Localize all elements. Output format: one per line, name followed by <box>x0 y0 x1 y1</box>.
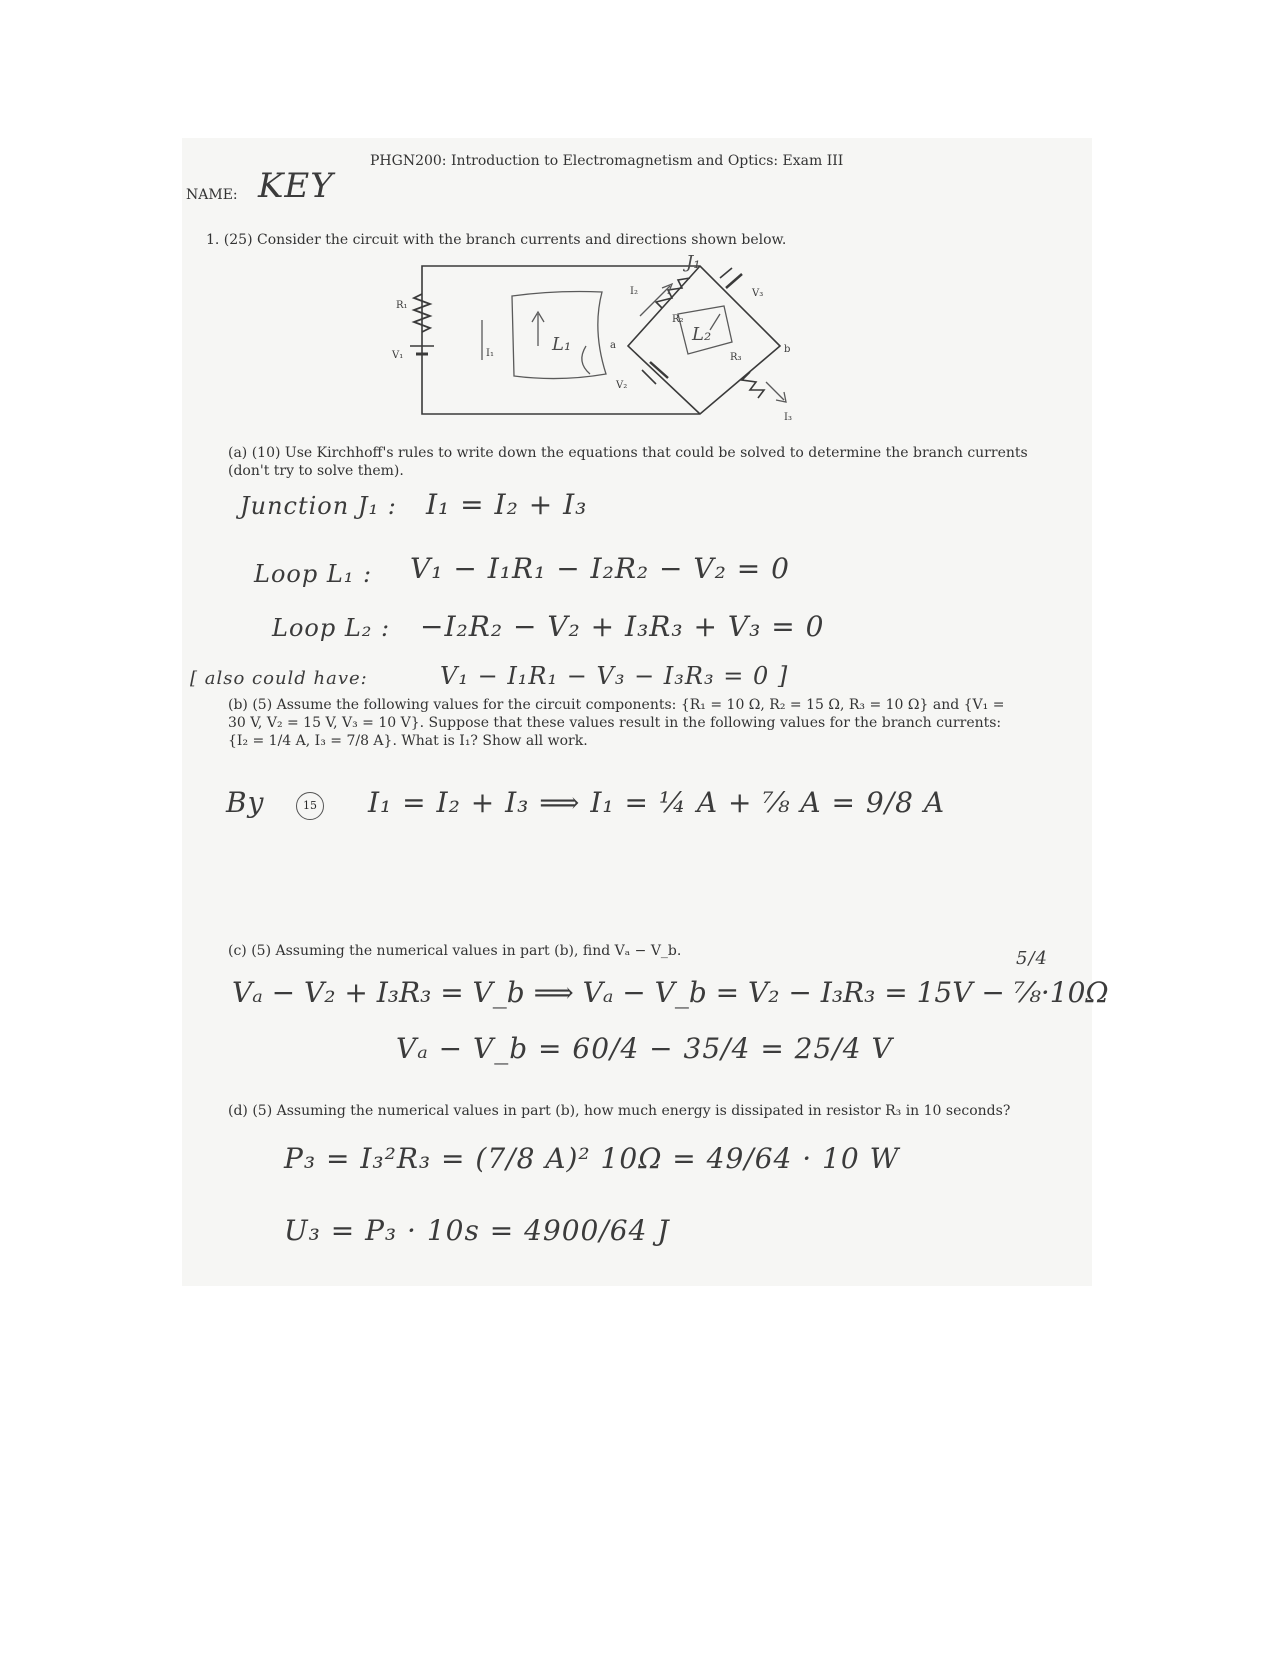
part-a-junction-label: Junction J₁ : <box>240 492 397 520</box>
circuit-label-loop2: L₂ <box>692 324 712 345</box>
circuit-label-r3: R₃ <box>730 352 742 363</box>
part-b-prompt-line-3: {I₂ = 1/4 A, I₃ = 7/8 A}. What is I₁? Show all work. <box>228 733 588 749</box>
circuit-label-node-b: b <box>784 344 791 355</box>
part-d-prompt: (d) (5) Assuming the numerical values in part (b), how much energy is dissipated in resistor R₃ in 10 seconds? <box>228 1103 1011 1119</box>
part-a-alt-label: [ also could have: <box>190 668 368 689</box>
part-b-prompt-line-2: 30 V, V₂ = 15 V, V₃ = 10 V}. Suppose that these values result in the following values for the branch currents: <box>228 715 1002 731</box>
circuit-label-junction: J₁ <box>686 252 701 273</box>
part-b-work: I₁ = I₂ + I₃ ⟹ I₁ = ¼ A + ⅞ A = 9/8 A <box>368 786 946 819</box>
circuit-label-i3: I₃ <box>784 412 792 423</box>
part-a-loop2-label: Loop L₂ : <box>272 614 391 642</box>
name-value: KEY <box>258 166 334 206</box>
circuit-label-v2: V₂ <box>616 380 628 391</box>
circuit-label-r2: R₂ <box>672 314 684 325</box>
part-b-ref-mark <box>296 792 324 820</box>
circuit-label-r1: R₁ <box>396 300 408 311</box>
problem-1-prompt: 1. (25) Consider the circuit with the branch currents and directions shown below. <box>206 232 787 248</box>
name-label: NAME: <box>186 187 238 203</box>
part-b-by-label: By <box>226 786 265 819</box>
part-a-loop1-eq: V₁ − I₁R₁ − I₂R₂ − V₂ = 0 <box>410 552 790 585</box>
part-d-work-line-2: U₃ = P₃ · 10s = 4900/64 J <box>284 1214 670 1247</box>
circuit-label-i2: I₂ <box>630 286 638 297</box>
circuit-diagram <box>380 250 820 430</box>
part-c-prompt: (c) (5) Assuming the numerical values in part (b), find Vₐ − V_b. <box>228 943 682 959</box>
part-d-work-line-1: P₃ = I₃²R₃ = (7/8 A)² 10Ω = 49/64 · 10 W <box>284 1142 900 1175</box>
circuit-label-v3: V₃ <box>752 288 764 299</box>
part-c-margin-note: 5/4 <box>1016 948 1048 969</box>
part-a-alt-eq: V₁ − I₁R₁ − V₃ − I₃R₃ = 0 ] <box>440 662 789 690</box>
circuit-label-v1: V₁ <box>392 350 404 361</box>
part-c-work-line-1: Vₐ − V₂ + I₃R₃ = V_b ⟹ Vₐ − V_b = V₂ − I₃R₃ = 15V − ⅞·10Ω <box>232 976 1109 1009</box>
part-a-loop2-eq: −I₂R₂ − V₂ + I₃R₃ + V₃ = 0 <box>420 610 825 643</box>
part-a-prompt: (a) (10) Use Kirchhoff's rules to write down the equations that could be solved to determine the branch currents (don't try to solve them). <box>228 445 1028 479</box>
circuit-label-i1: I₁ <box>486 348 494 359</box>
circuit-label-loop1: L₁ <box>552 334 572 355</box>
part-c-work-line-2: Vₐ − V_b = 60/4 − 35/4 = 25/4 V <box>396 1032 893 1065</box>
part-b-prompt-line-1: (b) (5) Assume the following values for the circuit components: {R₁ = 10 Ω, R₂ = 15 Ω, R₃ = 10 Ω} and {V₁ = <box>228 697 1005 713</box>
part-b-ref-mark-text: 15 <box>303 799 317 812</box>
part-a-loop1-label: Loop L₁ : <box>254 560 373 588</box>
part-a-junction-eq: I₁ = I₂ + I₃ <box>426 488 588 521</box>
course-title: PHGN200: Introduction to Electromagnetism and Optics: Exam III <box>370 153 844 169</box>
circuit-label-node-a: a <box>610 340 616 351</box>
